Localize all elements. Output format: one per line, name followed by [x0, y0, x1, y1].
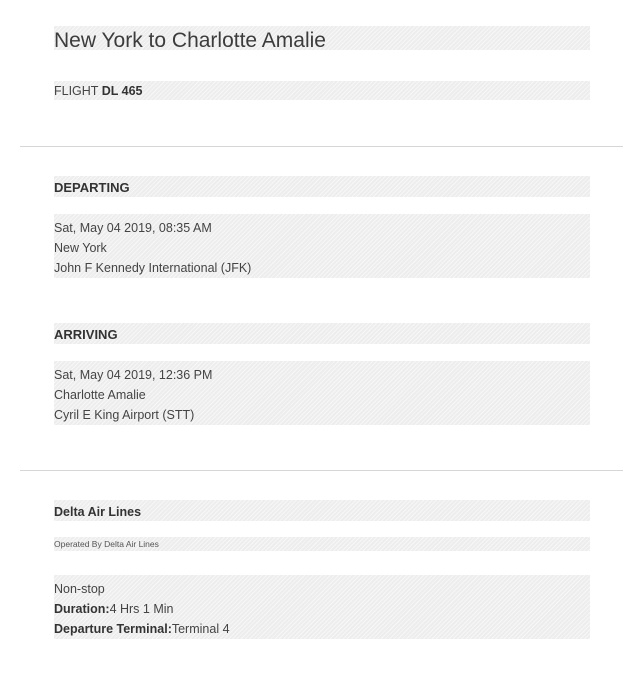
flight-prefix: FLIGHT [54, 84, 99, 98]
arriving-city: Charlotte Amalie [54, 388, 146, 402]
arriving-heading: ARRIVING [54, 327, 118, 342]
departing-datetime: Sat, May 04 2019, 08:35 AM [54, 221, 212, 235]
departing-city: New York [54, 241, 107, 255]
departure-terminal [54, 619, 230, 639]
flight-details [54, 579, 230, 639]
flight-number [54, 84, 142, 98]
departing-airport: John F Kennedy International (JFK) [54, 261, 252, 275]
arriving-datetime: Sat, May 04 2019, 12:36 PM [54, 368, 213, 382]
departing-heading: DEPARTING [54, 180, 130, 195]
departing-details [54, 218, 251, 278]
departure-terminal-label: Departure Terminal: [54, 622, 172, 636]
duration-label: Duration: [54, 602, 110, 616]
divider-top [20, 146, 623, 147]
duration [54, 599, 230, 619]
departure-terminal-value: Terminal 4 [171, 622, 230, 636]
airline-name: Delta Air Lines [54, 505, 142, 519]
departing-heading-band [54, 176, 590, 197]
divider-middle [20, 470, 623, 471]
arriving-details [54, 365, 212, 425]
page-title: New York to Charlotte Amalie [54, 29, 326, 52]
stops: Non-stop [54, 582, 105, 596]
arriving-airport: Cyril E King Airport (STT) [54, 408, 195, 422]
flight-code: DL 465 [101, 84, 143, 98]
duration-value: 4 Hrs 1 Min [109, 602, 174, 616]
operated-by: Operated By Delta Air Lines [54, 539, 159, 549]
arriving-heading-band [54, 323, 590, 344]
